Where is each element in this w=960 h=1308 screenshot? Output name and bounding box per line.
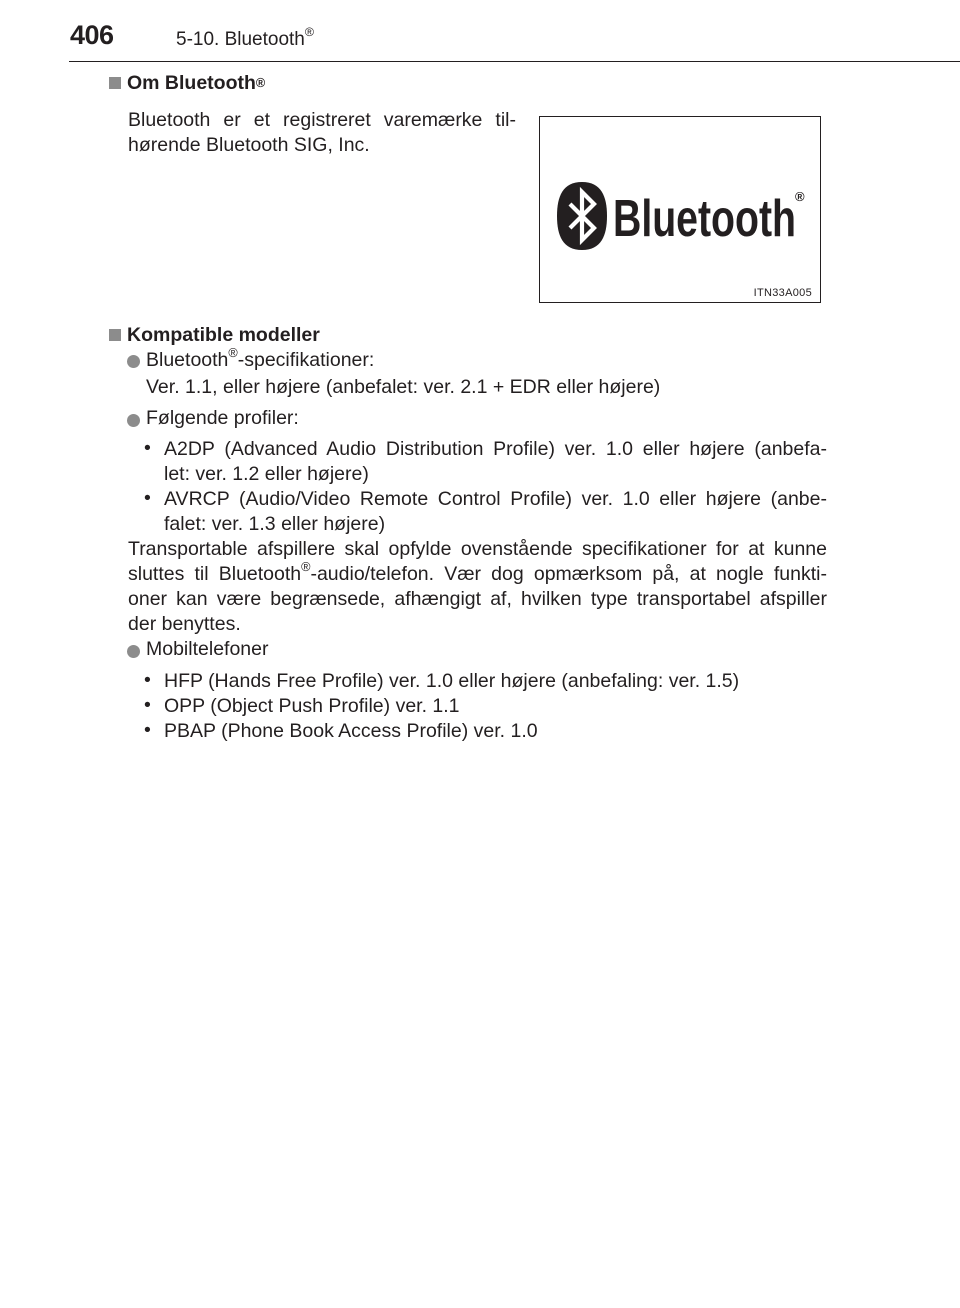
bluetooth-logo-figure — [539, 116, 821, 303]
profile-avrcp-line-1: AVRCP (Audio/Video Remote Control Profile) ver. 1.0 eller højere (anbe- — [164, 488, 827, 510]
profile-a2dp-line-1: A2DP (Advanced Audio Distribution Profile) ver. 1.0 eller højere (anbefa- — [164, 438, 827, 460]
sub-bullet-icon: • — [144, 669, 151, 691]
sub-bullet-icon: • — [144, 719, 151, 741]
sub-bullet-icon: • — [144, 437, 151, 459]
figure-code: ITN33A005 — [753, 287, 812, 299]
profile-avrcp-line-2: falet: ver. 1.3 eller højere) — [164, 513, 386, 535]
page-number: 406 — [70, 20, 114, 50]
about-text-line-1: Bluetooth er et registreret varemærke til- — [128, 109, 516, 131]
about-text-line-2: hørende Bluetooth SIG, Inc. — [128, 134, 370, 156]
sub-bullet-icon: • — [144, 487, 151, 509]
phone-profile-pbap: PBAP (Phone Book Access Profile) ver. 1.0 — [164, 720, 538, 742]
note-line-3: oner kan være begrænsede, afhængigt af, hvilken type transportabel afspiller — [128, 588, 827, 610]
page-header — [0, 0, 960, 62]
phone-profile-hfp: HFP (Hands Free Profile) ver. 1.0 eller højere (anbefaling: ver. 1.5) — [164, 670, 740, 692]
header-rule — [69, 61, 960, 62]
bullet-dot-icon — [127, 355, 140, 368]
phone-profile-opp: OPP (Object Push Profile) ver. 1.1 — [164, 695, 460, 717]
note-line-1: Transportable afspillere skal opfylde ovenstående specifikationer for at kunne — [128, 538, 827, 560]
heading-square-icon — [109, 77, 121, 89]
section-title: 5-10. Bluetooth® — [176, 24, 314, 50]
note-line-2: sluttes til Bluetooth®-audio/telefon. Vær dog opmærksom på, at nogle funkti- — [128, 559, 827, 585]
bullet-dot-icon — [127, 414, 140, 427]
profile-a2dp-line-2: let: ver. 1.2 eller højere) — [164, 463, 369, 485]
profiles-label: Følgende profiler: — [146, 407, 299, 429]
svg-text:®: ® — [795, 189, 805, 204]
phones-label: Mobiltelefoner — [146, 638, 269, 660]
svg-text:Bluetooth: Bluetooth — [613, 190, 796, 248]
heading-square-icon — [109, 329, 121, 341]
heading-about-bluetooth: Om Bluetooth ® — [109, 72, 265, 95]
bluetooth-logo-icon — [540, 117, 820, 302]
sub-bullet-icon: • — [144, 694, 151, 716]
heading-compatible-models: Kompatible modeller — [109, 324, 320, 347]
spec-label: Bluetooth®-specifikationer: — [146, 345, 375, 371]
spec-value: Ver. 1.1, eller højere (anbefalet: ver. 2.1 + EDR eller højere) — [146, 376, 661, 398]
registered-mark: ® — [304, 24, 314, 39]
note-line-4: der benyttes. — [128, 613, 241, 635]
bullet-dot-icon — [127, 645, 140, 658]
